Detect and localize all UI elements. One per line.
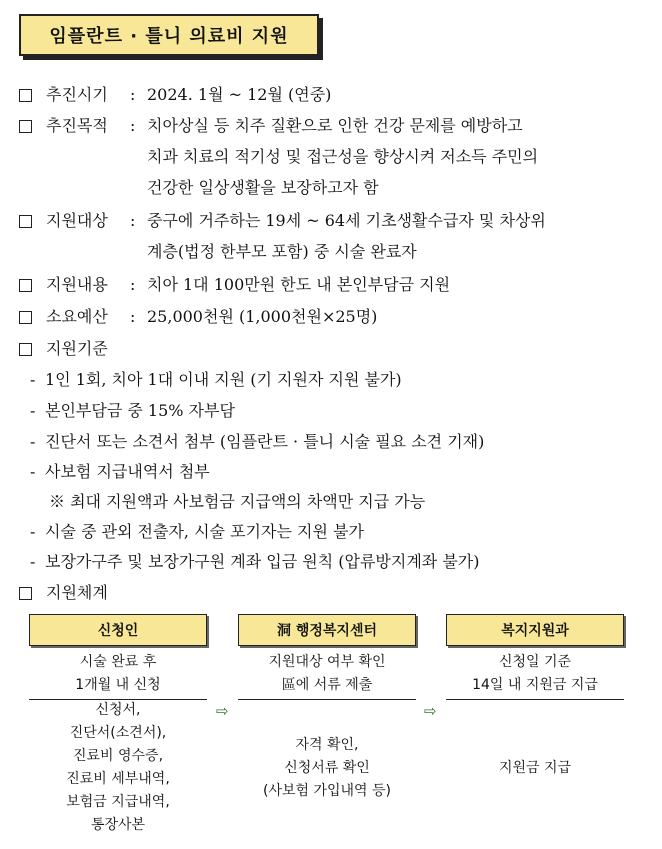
flow-header-community-center: 洞 행정복지센터: [238, 614, 416, 646]
flow-divider: [238, 699, 416, 700]
section-label: 지원내용: [46, 275, 108, 294]
section-value-cont: 계층(법정 한부모 포함) 중 시술 완료자: [147, 242, 417, 261]
section-label: 지원대상: [46, 211, 108, 230]
section-value: 치아상실 등 치주 질환으로 인한 건강 문제를 예방하고: [147, 116, 523, 135]
flow-step-center-bottom: 자격 확인, 신청서류 확인 (사보험 가입내역 등): [262, 737, 392, 799]
flow-header-applicant: 신청인: [29, 614, 207, 646]
arrow-right-icon: ⇨: [216, 702, 229, 720]
section-label: 소요예산: [46, 307, 108, 326]
section-label: 지원기준: [46, 339, 108, 358]
flow-step-center-top: 지원대상 여부 확인 區에 서류 제출: [268, 654, 386, 693]
section-value: 25,000천원 (1,000천원×25명): [147, 307, 378, 326]
checkbox-icon: [19, 279, 32, 292]
flow-header-welfare-dept: 복지지원과: [446, 614, 624, 646]
page-title: 임플란트 · 틀니 의료비 지원: [19, 14, 319, 56]
checkbox-icon: [19, 89, 32, 102]
section-label: 지원체계: [46, 583, 108, 602]
checkbox-icon: [19, 587, 32, 600]
flow-step-welfare-top: 신청일 기준 14일 내 지원금 지급: [472, 654, 598, 693]
checkbox-icon: [19, 215, 32, 228]
checkbox-icon: [19, 343, 32, 356]
arrow-right-icon: ⇨: [424, 702, 437, 720]
flow-step-applicant-top: 시술 완료 후 1개월 내 신청: [75, 654, 161, 693]
section-label: 추진시기: [46, 85, 108, 104]
flow-step-welfare-bottom: 지원금 지급: [498, 760, 572, 776]
checkbox-icon: [19, 311, 32, 324]
flow-step-applicant-bottom: 신청서, 진단서(소견서), 진료비 영수증, 진료비 세부내역, 보험금 지급내역, 통장사본: [66, 702, 170, 833]
section-value: 2024. 1월 ~ 12월 (연중): [147, 85, 332, 104]
section-value: 중구에 거주하는 19세 ~ 64세 기초생활수급자 및 차상위: [147, 211, 546, 230]
section-value-cont: 치과 치료의 적기성 및 접근성을 향상시켜 저소득 주민의: [147, 147, 539, 166]
section-label: 추진목적: [46, 116, 108, 135]
checkbox-icon: [19, 120, 32, 133]
section-value-cont: 건강한 일상생활을 보장하고자 함: [147, 178, 379, 197]
flow-divider: [446, 699, 624, 700]
section-value: 치아 1대 100만원 한도 내 본인부담금 지원: [147, 275, 451, 294]
